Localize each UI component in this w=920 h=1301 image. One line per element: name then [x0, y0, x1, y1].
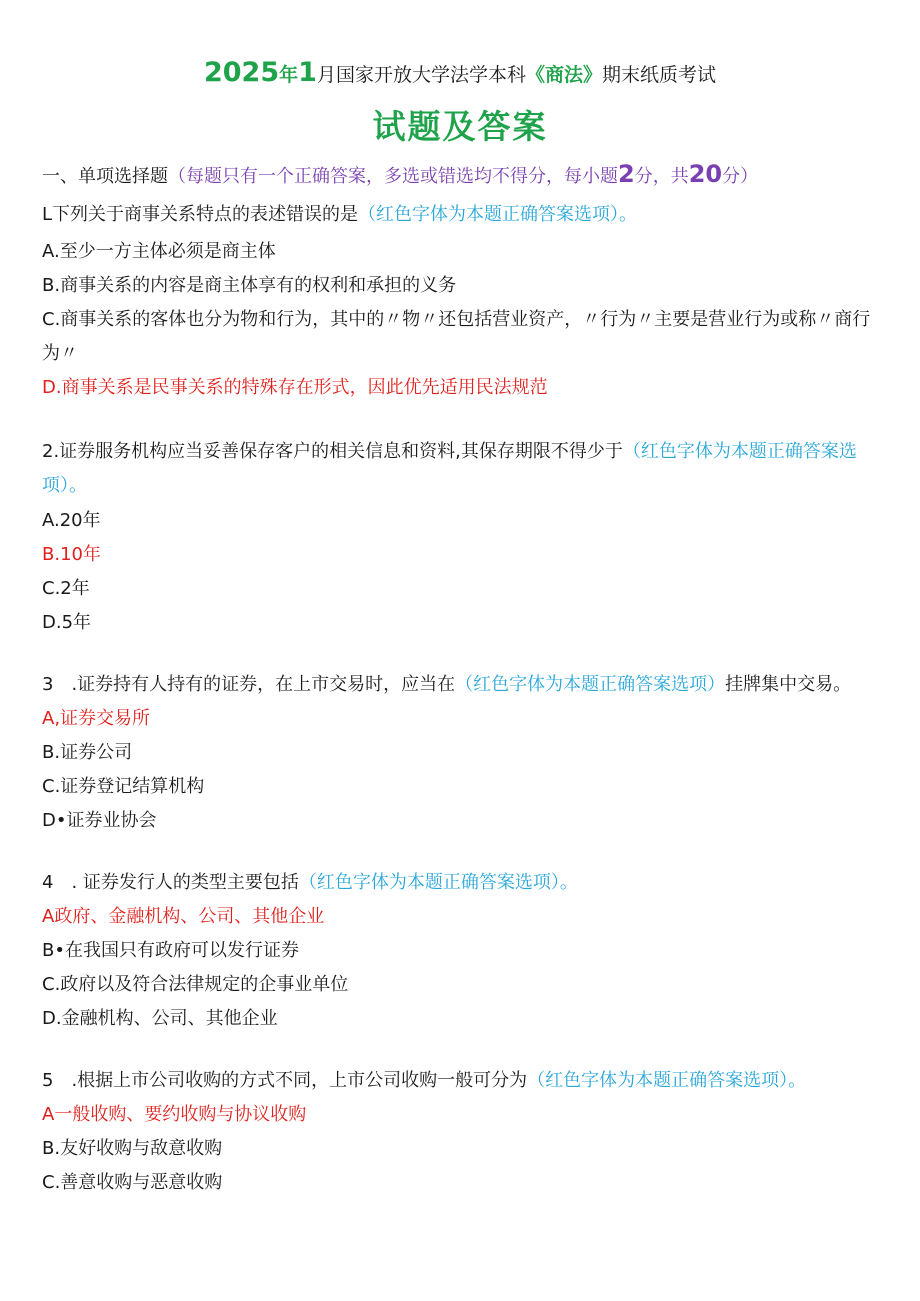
question-hint: （红色字体为本题正确答案选项）。: [298, 872, 578, 893]
q2-option-c: C.2年: [42, 578, 90, 599]
question-3-stem: [42, 668, 882, 702]
section-note-c: 分）: [722, 166, 759, 187]
title-course: 《商法》: [525, 64, 602, 86]
q3-option-c: C.证券登记结算机构: [42, 776, 205, 797]
q2-option-b-correct: B.10年: [42, 544, 101, 565]
question-stem-text: 5 .根据上市公司收购的方式不同，上市公司收购一般可分为: [42, 1070, 528, 1091]
title-year: 2025: [203, 57, 280, 88]
title-nian: 年: [279, 64, 299, 86]
question-stem-text: 4 . 证券发行人的类型主要包括: [42, 872, 299, 893]
q1-option-b: B.商事关系的内容是商主体享有的权利和承担的义务: [42, 275, 457, 296]
q1-option-a: A.至少一方主体必须是商主体: [42, 241, 276, 262]
question-stem-text: L下列关于商事关系特点的表述错误的是: [42, 204, 359, 225]
q5-option-b: B.友好收购与敌意收购: [42, 1138, 223, 1159]
question-4-stem: [42, 866, 882, 900]
section-heading: [42, 159, 758, 192]
q1-option-d-correct: D.商事关系是民事关系的特殊存在形式，因此优先适用民法规范: [42, 377, 548, 398]
section-label: 一、单项选择题: [42, 166, 168, 187]
section-points: 2: [618, 160, 635, 188]
exam-title: [0, 58, 920, 90]
q3-option-a-correct: A,证券交易所: [42, 708, 151, 729]
q1-option-c: C.商事关系的客体也分为物和行为，其中的〃物〃还包括营业资产，〃行为〃主要是营业行为或称〃商行为〃: [42, 309, 871, 364]
exam-subtitle: 试题及答案: [372, 107, 548, 146]
question-stem-text: 3 .证券持有人持有的证券，在上市交易时，应当在: [42, 674, 456, 695]
q4-option-d: D.金融机构、公司、其他企业: [42, 1008, 278, 1029]
q3-option-b: B.证券公司: [42, 742, 133, 763]
title-rest: 月国家开放大学法学本科: [316, 64, 526, 86]
q2-option-d: D.5年: [42, 612, 92, 633]
question-5-stem: [42, 1064, 882, 1098]
q5-option-c: C.善意收购与恶意收购: [42, 1172, 223, 1193]
q5-option-a-correct: A一般收购、要约收购与协议收购: [42, 1104, 307, 1125]
q3-option-d: D•证券业协会: [42, 810, 157, 831]
question-hint: （红色字体为本题正确答案选项）。: [42, 441, 857, 496]
q4-option-b: B•在我国只有政府可以发行证券: [42, 940, 299, 961]
section-note-a: （每题只有一个正确答案，多选或错选均不得分，每小题: [168, 166, 618, 187]
title-tail: 期末纸质考试: [601, 64, 716, 86]
section-note-b: 分，共: [634, 166, 689, 187]
question-1-stem: [42, 198, 882, 232]
question-hint: （红色字体为本题正确答案选项）。: [358, 204, 638, 225]
q2-option-a: A.20年: [42, 510, 101, 531]
section-total: 20: [688, 160, 723, 188]
title-month: 1: [298, 57, 317, 88]
question-stem-text: 2.证券服务机构应当妥善保存客户的相关信息和资料,其保存期限不得少于: [42, 441, 623, 462]
question-hint: （红色字体为本题正确答案选项）: [455, 674, 726, 695]
question-2-stem: [42, 435, 882, 503]
q4-option-a-correct: A政府、金融机构、公司、其他企业: [42, 906, 325, 927]
question-hint: （红色字体为本题正确答案选项）。: [527, 1070, 807, 1091]
question-stem-tail: 挂牌集中交易。: [725, 674, 852, 695]
q4-option-c: C.政府以及符合法律规定的企事业单位: [42, 974, 349, 995]
